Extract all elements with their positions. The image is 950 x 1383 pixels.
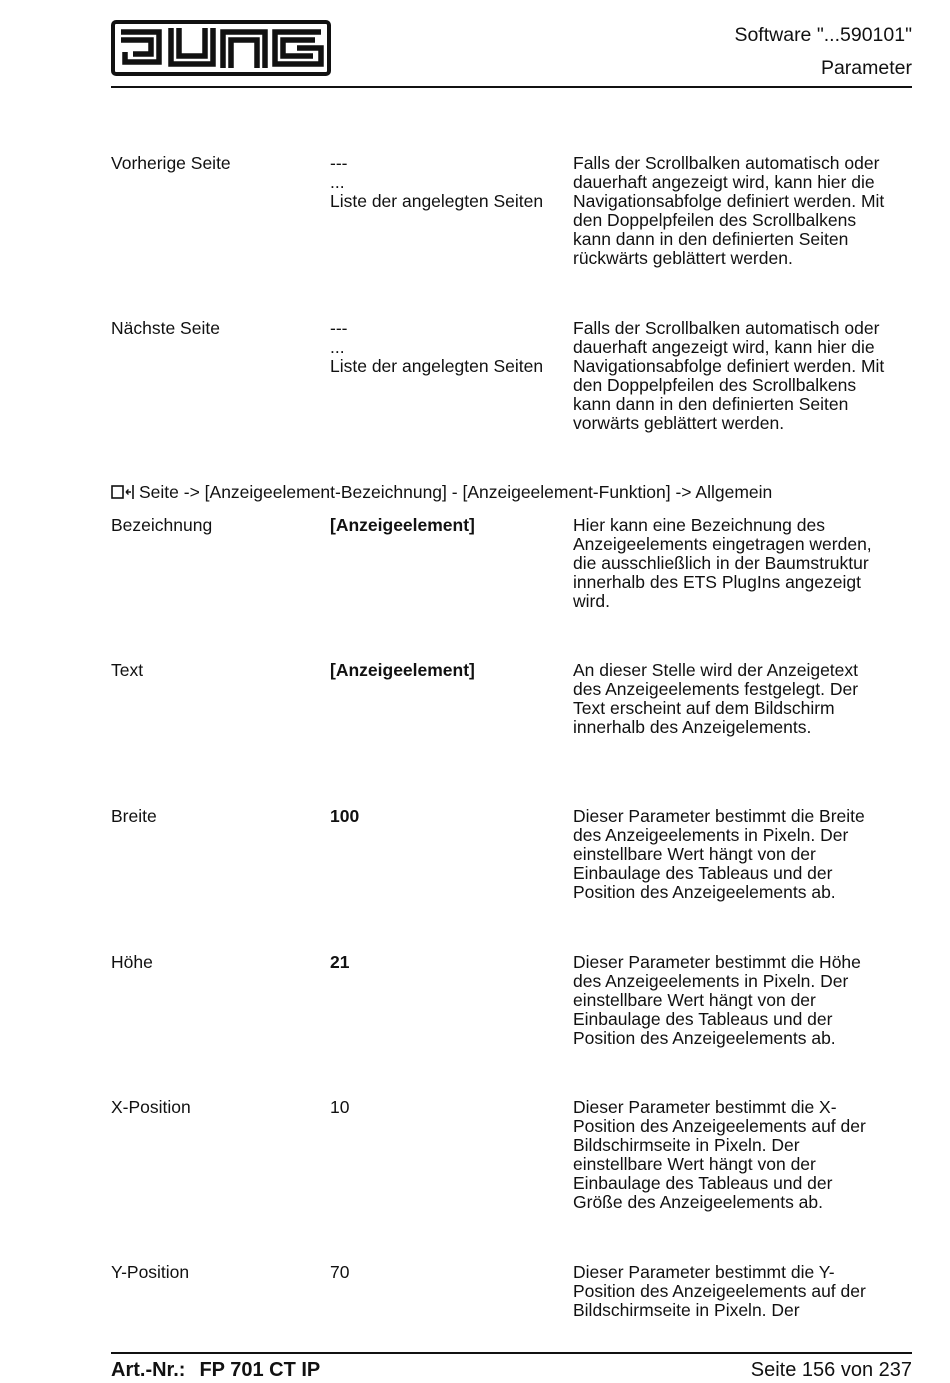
- desc-line: Bildschirmseite in Pixeln. Der: [573, 1135, 800, 1155]
- chapter-label: Parameter: [820, 57, 912, 79]
- desc-line: des Anzeigeelements in Pixeln. Der: [573, 971, 849, 991]
- desc-line: einstellbare Wert hängt von der: [573, 1154, 816, 1174]
- desc-line: An dieser Stelle wird der Anzeigetext: [573, 660, 859, 680]
- desc-line: rückwärts geblättert werden.: [573, 248, 793, 268]
- desc-line: Dieser Parameter bestimmt die Höhe: [573, 952, 861, 972]
- desc-line: Bildschirmseite in Pixeln. Der: [573, 1300, 800, 1320]
- article-label: Art.-Nr.:: [111, 1359, 186, 1381]
- header-rule: [111, 86, 912, 88]
- desc-line: Anzeigeelements eingetragen werden,: [573, 534, 872, 554]
- desc-line: Dieser Parameter bestimmt die Y-: [573, 1262, 835, 1282]
- desc-line: Dieser Parameter bestimmt die X-: [573, 1097, 837, 1117]
- param-name: X-Position: [111, 1097, 191, 1117]
- desc-line: Einbaulage des Tableaus und der: [573, 1173, 833, 1193]
- param-name: Text: [111, 660, 144, 680]
- section-heading: [111, 483, 772, 502]
- desc-line: Position des Anzeigeelements ab.: [573, 1028, 836, 1048]
- desc-line: Dieser Parameter bestimmt die Breite: [573, 806, 865, 826]
- param-value: 10: [330, 1097, 350, 1117]
- desc-line: innerhalb des Anzeigelements.: [573, 717, 812, 737]
- param-value-option: ...: [330, 172, 345, 192]
- jung-logo: [111, 20, 331, 76]
- desc-line: kann dann in den definierten Seiten: [573, 394, 849, 414]
- desc-line: vorwärts geblättert werden.: [573, 413, 785, 433]
- desc-line: den Doppelpfeilen des Scrollbalkens: [573, 375, 857, 395]
- desc-line: des Anzeigeelements in Pixeln. Der: [573, 825, 849, 845]
- desc-line: Falls der Scrollbalken automatisch oder: [573, 318, 880, 338]
- desc-line: Falls der Scrollbalken automatisch oder: [573, 153, 880, 173]
- param-value-option: Liste der angelegten Seiten: [330, 356, 544, 376]
- desc-line: dauerhaft angezeigt wird, kann hier die: [573, 172, 875, 192]
- software-label: Software "...590101": [734, 24, 912, 46]
- param-value-option: ---: [330, 318, 348, 338]
- param-name: Y-Position: [111, 1262, 190, 1282]
- desc-line: die ausschließlich in der Baumstruktur: [573, 553, 869, 573]
- param-name: Bezeichnung: [111, 515, 213, 535]
- param-values: [330, 319, 570, 376]
- param-name: Breite: [111, 806, 157, 826]
- param-value: [Anzeigeelement]: [330, 515, 475, 535]
- param-description: [573, 154, 918, 268]
- desc-line: Größe des Anzeigeelements ab.: [573, 1192, 824, 1212]
- desc-line: innerhalb des ETS PlugIns angezeigt: [573, 572, 861, 592]
- desc-line: des Anzeigeelements festgelegt. Der: [573, 679, 859, 699]
- article-number: [111, 1357, 320, 1383]
- param-value: 21: [330, 952, 350, 972]
- param-value-option: ---: [330, 153, 348, 173]
- section-heading-text: Seite -> [Anzeigeelement-Bezeichnung] - [Anzeigeelement-Funktion] -> Allgemein: [139, 482, 773, 502]
- param-description: [573, 1098, 918, 1212]
- desc-line: Navigationsabfolge definiert werden. Mit: [573, 191, 885, 211]
- page-number: Seite 156 von 237: [750, 1359, 912, 1381]
- param-description: [573, 807, 918, 902]
- parameter-page-icon: [111, 483, 135, 501]
- param-value: [Anzeigeelement]: [330, 660, 475, 680]
- article-value: FP 701 CT IP: [199, 1359, 321, 1381]
- footer-rule: [111, 1352, 912, 1354]
- desc-line: einstellbare Wert hängt von der: [573, 990, 816, 1010]
- param-description: [573, 661, 918, 737]
- desc-line: Position des Anzeigeelements auf der: [573, 1116, 866, 1136]
- param-values: [330, 154, 570, 211]
- param-value-option: ...: [330, 337, 345, 357]
- desc-line: Navigationsabfolge definiert werden. Mit: [573, 356, 885, 376]
- desc-line: Position des Anzeigeelements auf der: [573, 1281, 866, 1301]
- desc-line: einstellbare Wert hängt von der: [573, 844, 816, 864]
- param-name: Nächste Seite: [111, 318, 220, 338]
- desc-line: wird.: [573, 591, 610, 611]
- param-description: [573, 319, 918, 433]
- desc-line: den Doppelpfeilen des Scrollbalkens: [573, 210, 857, 230]
- desc-line: kann dann in den definierten Seiten: [573, 229, 849, 249]
- param-description: [573, 953, 918, 1048]
- desc-line: Position des Anzeigeelements ab.: [573, 882, 836, 902]
- param-description: [573, 516, 918, 611]
- param-name: Höhe: [111, 952, 153, 972]
- desc-line: Text erscheint auf dem Bildschirm: [573, 698, 835, 718]
- desc-line: Einbaulage des Tableaus und der: [573, 1009, 833, 1029]
- param-value: 100: [330, 806, 360, 826]
- param-name: Vorherige Seite: [111, 153, 231, 173]
- desc-line: dauerhaft angezeigt wird, kann hier die: [573, 337, 875, 357]
- param-description: [573, 1263, 918, 1320]
- desc-line: Hier kann eine Bezeichnung des: [573, 515, 825, 535]
- desc-line: Einbaulage des Tableaus und der: [573, 863, 833, 883]
- param-value: 70: [330, 1262, 350, 1282]
- param-value-option: Liste der angelegten Seiten: [330, 191, 544, 211]
